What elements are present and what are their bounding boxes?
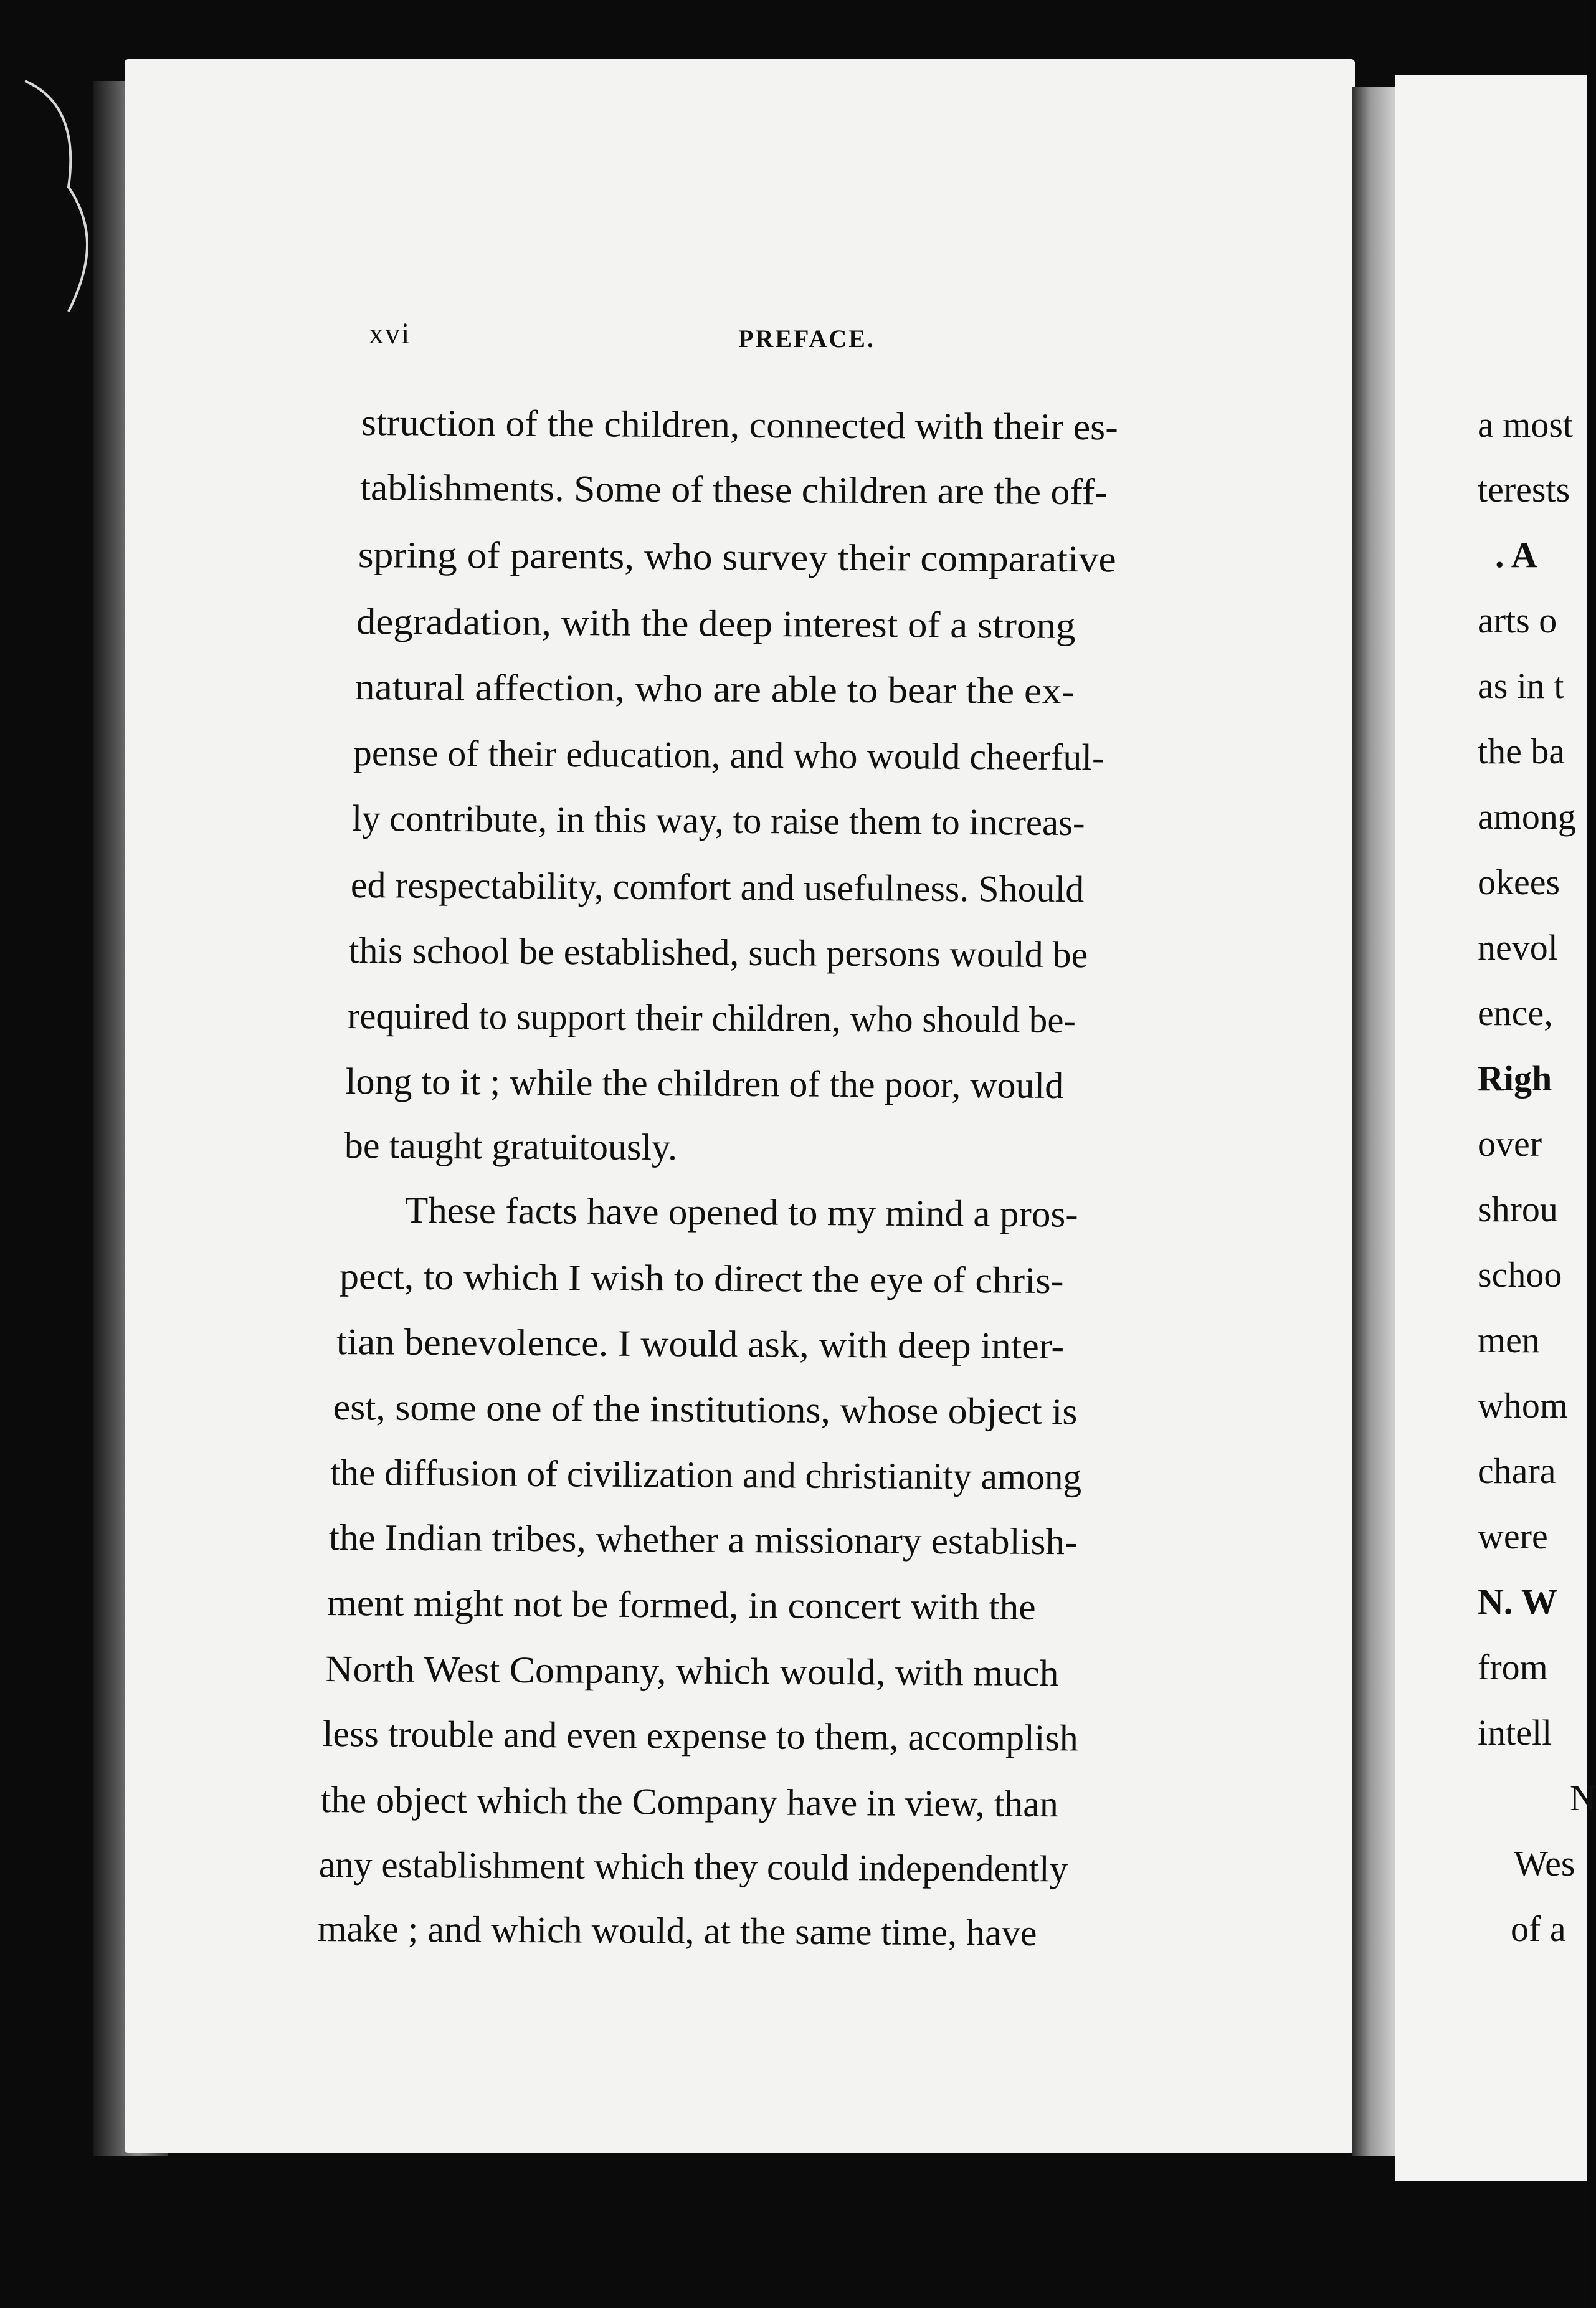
text-line: natural affection, who are able to bear the ex-	[354, 666, 1075, 712]
facing-line: . A	[1495, 535, 1537, 575]
left-page	[125, 59, 1355, 2153]
facing-line: nevol	[1478, 927, 1558, 968]
facing-line: as in t	[1478, 665, 1564, 706]
running-title: PREFACE.	[738, 325, 875, 353]
facing-line: N. W	[1478, 1581, 1557, 1622]
text-line: spring of parents, who survey their comparative	[358, 534, 1116, 580]
facing-line: intell	[1478, 1712, 1552, 1753]
facing-line: schoo	[1478, 1254, 1562, 1295]
facing-line: Wes	[1514, 1843, 1575, 1884]
facing-line: chara	[1478, 1451, 1556, 1491]
facing-line: of a	[1511, 1909, 1566, 1949]
facing-line: the ba	[1478, 731, 1565, 771]
text-line: the Indian tribes, whether a missionary establish-	[328, 1517, 1078, 1563]
page-number: xvi	[369, 317, 411, 350]
text-line: degradation, with the deep interest of a strong	[356, 601, 1076, 647]
text-line: long to it ; while the children of the poor, would	[345, 1061, 1064, 1107]
page-gutter	[1352, 87, 1399, 2156]
text-line: any establishment which they could independently	[318, 1844, 1068, 1890]
text-line: make ; and which would, at the same time, have	[317, 1908, 1037, 1954]
text-line: These facts have opened to my mind a pros-	[404, 1190, 1078, 1235]
facing-line: terests	[1478, 469, 1570, 510]
facing-line: among	[1478, 796, 1576, 837]
facing-line: ence,	[1478, 993, 1553, 1033]
facing-line: over	[1478, 1123, 1542, 1164]
text-line: less trouble and even expense to them, accomplish	[322, 1713, 1078, 1759]
text-line: tablishments. Some of these children are the off-	[359, 467, 1108, 513]
text-line: North West Company, which would, with much	[325, 1648, 1059, 1694]
text-line: this school be established, such persons would be	[348, 930, 1088, 976]
facing-line: whom	[1478, 1385, 1568, 1426]
facing-line: a most	[1478, 404, 1574, 445]
text-line: be taught gratuitously.	[344, 1125, 678, 1168]
text-line: the object which the Company have in view, than	[320, 1779, 1059, 1825]
text-line: ment might not be formed, in concert with the	[326, 1582, 1036, 1628]
text-line: ed respectability, comfort and usefulness. Should	[350, 864, 1085, 910]
text-line: pense of their education, and who would cheerful-	[353, 732, 1105, 778]
text-line: est, some one of the institutions, whose object is	[333, 1386, 1078, 1433]
text-line: struction of the children, connected with their es-	[361, 402, 1118, 448]
text-line: required to support their children, who should be-	[347, 995, 1076, 1041]
facing-line: okees	[1478, 862, 1560, 902]
text-line: ly contribute, in this way, to raise them to increas-	[351, 798, 1085, 844]
text-line: tian benevolence. I would ask, with deep inter-	[336, 1321, 1065, 1367]
facing-line: Righ	[1478, 1058, 1552, 1099]
facing-line: shrou	[1478, 1189, 1558, 1229]
facing-line: arts o	[1478, 600, 1557, 641]
facing-line: from	[1478, 1647, 1548, 1687]
facing-line: were	[1478, 1516, 1548, 1557]
text-line: pect, to which I wish to direct the eye of chris-	[339, 1256, 1064, 1302]
text-line: the diffusion of civilization and christianity among	[330, 1452, 1082, 1498]
facing-line: men	[1478, 1320, 1540, 1360]
facing-line: N	[1570, 1778, 1596, 1818]
